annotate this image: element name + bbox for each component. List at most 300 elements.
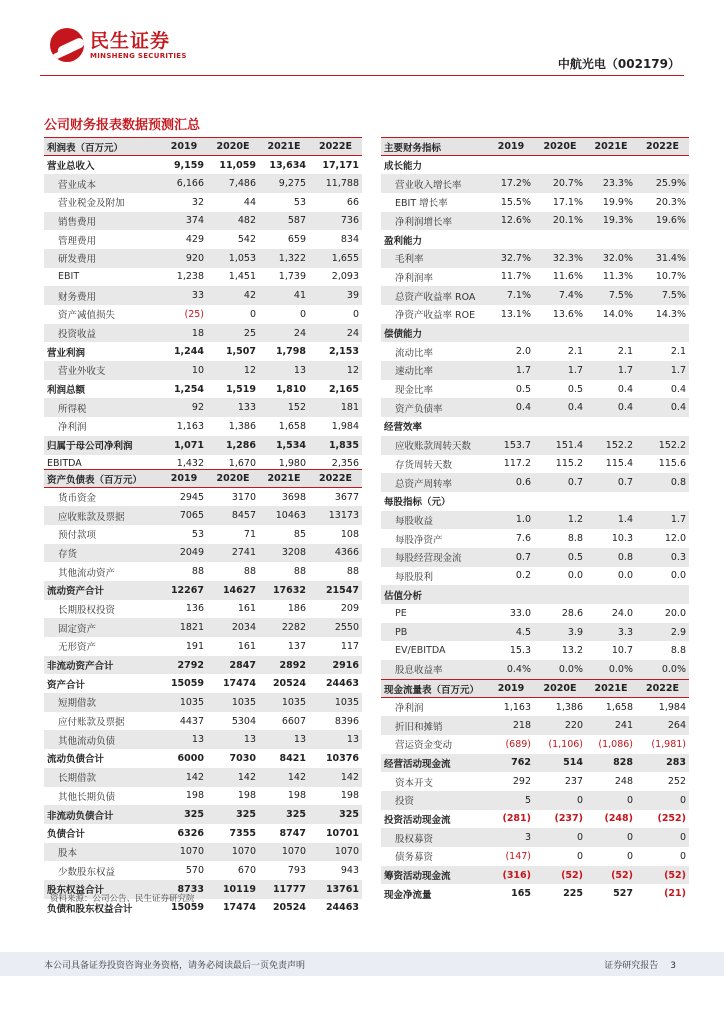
- row-value: 7030: [229, 752, 256, 764]
- row-value: 41: [259, 286, 309, 305]
- row-value: (52): [636, 866, 689, 885]
- row-label: 成长能力: [384, 161, 423, 173]
- table-row: [44, 824, 362, 843]
- row-value: 1.0: [488, 511, 534, 530]
- row-value: 15059: [170, 902, 204, 914]
- row-value: 11.7%: [500, 271, 531, 283]
- row-value: (252): [657, 813, 686, 825]
- table-row: [381, 398, 689, 417]
- table-row: [44, 342, 362, 361]
- table-row: [44, 730, 362, 749]
- row-value: 429: [185, 234, 204, 246]
- row-value: 0.4: [488, 398, 534, 417]
- row-value: 6000: [177, 752, 204, 764]
- row-value: [586, 230, 636, 249]
- row-label: 投资收益: [44, 324, 161, 343]
- income-statement-table: [44, 137, 362, 473]
- row-label: 归属于母公司净利润: [44, 436, 161, 455]
- row-value: 17632: [259, 581, 309, 600]
- row-value: 1070: [259, 843, 309, 862]
- row-value: 1,053: [207, 249, 259, 268]
- company-name: 中航光电（002179）: [557, 57, 680, 71]
- row-value: [488, 417, 534, 436]
- row-value: 44: [243, 196, 256, 208]
- column-header: 2022E: [636, 138, 689, 156]
- row-value: 828: [586, 754, 636, 773]
- row-value: 2.0: [515, 346, 531, 358]
- row-value: 13: [309, 730, 362, 749]
- table-row: [381, 660, 689, 679]
- row-value: 0: [636, 791, 689, 810]
- row-label: 财务费用: [44, 286, 161, 305]
- table-title: 利润表（百万元）: [44, 138, 161, 156]
- row-value: 1,658: [605, 701, 633, 713]
- page-number: 3: [670, 961, 676, 971]
- row-label: 总资产收益率 ROA: [381, 286, 488, 305]
- row-value: 115.6: [658, 458, 686, 470]
- row-label: 每股净资产: [395, 534, 443, 546]
- row-label: 负债和股东权益合计: [47, 903, 133, 915]
- row-value: 6326: [177, 827, 204, 839]
- table-row: [44, 361, 362, 380]
- row-value: 736: [309, 212, 362, 231]
- row-label: 其他流动负债: [44, 730, 161, 749]
- row-value: 31.4%: [636, 249, 689, 268]
- row-value: 1,451: [228, 271, 256, 283]
- row-label: 每股指标（元）: [384, 497, 451, 509]
- table-row: [44, 417, 362, 436]
- column-header: 2020E: [534, 680, 586, 698]
- table-row: [381, 828, 689, 847]
- row-value: 21547: [309, 581, 362, 600]
- row-label: 无形资产: [58, 642, 97, 654]
- row-value: 1,835: [309, 436, 362, 455]
- table-row: [381, 866, 689, 885]
- row-value: 17474: [222, 678, 256, 690]
- row-value: 1,739: [278, 271, 306, 283]
- row-value: [636, 417, 689, 436]
- header-row: [381, 680, 689, 698]
- row-value: 8457: [207, 506, 259, 525]
- report-type: 证券研究报告: [604, 961, 659, 971]
- row-label: EBITDA: [47, 458, 82, 470]
- row-value: (248): [604, 813, 633, 825]
- row-value: 10.7%: [655, 271, 686, 283]
- row-label: 经营效率: [384, 422, 423, 434]
- row-value: 0.0: [670, 570, 686, 582]
- row-value: 3170: [231, 491, 256, 503]
- row-value: 33: [161, 286, 207, 305]
- row-value: 28.6: [561, 607, 583, 619]
- row-label: 营业成本: [44, 174, 161, 193]
- row-value: 25: [207, 324, 259, 343]
- row-value: 248: [614, 776, 633, 788]
- row-value: 7065: [161, 506, 207, 525]
- table-row: [44, 843, 362, 862]
- table-row: [44, 749, 362, 768]
- row-value: 2741: [207, 544, 259, 563]
- row-value: 0.4%: [488, 660, 534, 679]
- row-value: [586, 324, 636, 343]
- column-header: 2021E: [586, 680, 636, 698]
- table-title: 主要财务指标: [381, 138, 488, 156]
- table-row: [381, 567, 689, 586]
- row-value: 198: [287, 790, 306, 802]
- row-label: 非流动负债合计: [44, 805, 161, 824]
- table-row: [381, 380, 689, 399]
- row-value: 1,254: [173, 383, 204, 395]
- row-value: 15.5%: [500, 196, 531, 208]
- table-row: [44, 268, 362, 287]
- row-value: 1,658: [278, 420, 306, 432]
- table-row: [44, 174, 362, 193]
- row-label: 研发费用: [44, 249, 161, 268]
- row-value: 0.7: [488, 548, 534, 567]
- row-value: [636, 492, 689, 511]
- page-header: [0, 0, 724, 80]
- table-row: [381, 791, 689, 810]
- row-value: [488, 585, 534, 604]
- row-value: (21): [664, 888, 686, 900]
- table-row: [44, 193, 362, 212]
- row-label: 营业外收支: [44, 361, 161, 380]
- row-value: 186: [287, 603, 306, 615]
- row-value: 2.1: [617, 346, 633, 358]
- row-value: 2282: [259, 618, 309, 637]
- row-value: 1070: [207, 843, 259, 862]
- row-value: 1,386: [555, 701, 583, 713]
- row-value: 0: [679, 850, 686, 862]
- table-row: [44, 581, 362, 600]
- row-value: 2.9: [636, 623, 689, 642]
- row-value: 13.1%: [500, 308, 531, 320]
- row-value: 237: [564, 776, 583, 788]
- row-value: 8421: [279, 752, 306, 764]
- row-value: 10.7: [611, 645, 633, 657]
- row-value: 2550: [309, 618, 362, 637]
- row-value: 14.3%: [655, 308, 686, 320]
- column-header: 2021E: [259, 138, 309, 156]
- row-value: 33.0: [509, 607, 531, 619]
- row-value: 10.3: [611, 533, 633, 545]
- row-value: 133: [207, 398, 259, 417]
- row-value: [488, 230, 534, 249]
- row-value: 10119: [207, 880, 259, 899]
- row-label: 短期借款: [44, 693, 161, 712]
- row-label: 债务募资: [395, 852, 434, 864]
- row-value: 1,519: [225, 383, 256, 395]
- column-header: 2019: [161, 470, 207, 488]
- row-value: 108: [340, 528, 359, 540]
- row-value: 8396: [334, 715, 359, 727]
- row-label: 净利润增长率: [381, 212, 488, 231]
- row-value: 527: [613, 888, 633, 900]
- row-value: 17.2%: [488, 174, 534, 193]
- row-label: 流动比率: [395, 347, 434, 359]
- row-label: 净利润: [395, 703, 424, 715]
- row-value: 15059: [170, 678, 204, 690]
- row-label: 盈利能力: [384, 235, 423, 247]
- row-value: 42: [207, 286, 259, 305]
- row-value: 0.4: [617, 383, 633, 395]
- table-row: [44, 156, 362, 175]
- row-value: (1,086): [598, 738, 633, 750]
- row-value: 161: [237, 603, 256, 615]
- row-value: 2.1: [567, 346, 583, 358]
- row-label: 净利润率: [395, 272, 434, 284]
- table-row: [44, 787, 362, 806]
- row-value: 12.6%: [488, 212, 534, 231]
- row-value: 25.9%: [636, 174, 689, 193]
- row-value: 20.3%: [655, 196, 686, 208]
- row-value: 24: [309, 324, 362, 343]
- table-row: [381, 268, 689, 287]
- row-value: 0.8: [586, 548, 636, 567]
- column-header: 2020E: [207, 470, 259, 488]
- row-value: 1,163: [503, 701, 531, 713]
- row-value: (1,106): [548, 738, 583, 750]
- row-value: 115.2: [555, 458, 583, 470]
- row-value: 153.7: [488, 436, 534, 455]
- row-value: 142: [309, 768, 362, 787]
- row-value: 659: [287, 234, 306, 246]
- row-value: 0.0%: [586, 660, 636, 679]
- row-value: 10: [161, 361, 207, 380]
- row-value: 4366: [309, 544, 362, 563]
- row-value: 2792: [161, 656, 207, 675]
- row-label: 存货: [44, 544, 161, 563]
- page-footer: [0, 952, 724, 976]
- row-label: 预付款项: [58, 530, 97, 542]
- row-value: 0.8: [636, 473, 689, 492]
- table-row: [44, 674, 362, 693]
- row-value: 1,980: [278, 458, 306, 470]
- footer-right: [604, 958, 676, 971]
- row-label: 应收账款周转天数: [381, 436, 488, 455]
- row-value: 3.9: [534, 623, 586, 642]
- row-label: 存货周转天数: [395, 459, 453, 471]
- row-value: 1,244: [173, 346, 204, 358]
- table-row: [44, 805, 362, 824]
- row-value: 66: [346, 196, 359, 208]
- row-value: 13: [259, 730, 309, 749]
- row-value: 325: [207, 805, 259, 824]
- row-label: 折旧和摊销: [381, 716, 488, 735]
- column-header: 2020E: [534, 138, 586, 156]
- table-row: [44, 398, 362, 417]
- table-row: [44, 436, 362, 455]
- row-value: 1,984: [658, 701, 686, 713]
- row-value: 0.5: [534, 548, 586, 567]
- row-value: 7.6: [515, 533, 531, 545]
- table-row: [381, 754, 689, 773]
- row-value: 1,798: [275, 346, 306, 358]
- row-value: 220: [534, 716, 586, 735]
- row-label: 非流动资产合计: [44, 656, 161, 675]
- row-value: 1,071: [161, 436, 207, 455]
- row-value: 570: [185, 865, 204, 877]
- row-label: 其他长期负债: [58, 791, 116, 803]
- row-value: 8747: [279, 827, 306, 839]
- row-value: 0.4: [586, 398, 636, 417]
- table-row: [381, 361, 689, 380]
- row-value: 2847: [207, 656, 259, 675]
- table-row: [44, 286, 362, 305]
- row-label: 投资活动现金流: [384, 814, 451, 826]
- row-value: 24: [259, 324, 309, 343]
- row-value: 264: [636, 716, 689, 735]
- row-label: 速动比率: [381, 361, 488, 380]
- row-value: 2916: [309, 656, 362, 675]
- row-value: 2,165: [328, 383, 359, 395]
- row-value: 115.4: [605, 458, 633, 470]
- table-row: [44, 562, 362, 581]
- row-label: 应付账款及票据: [58, 717, 125, 729]
- row-value: 0.4: [670, 383, 686, 395]
- row-value: 1,507: [225, 346, 256, 358]
- row-value: 88: [243, 566, 256, 578]
- row-value: 1035: [161, 693, 207, 712]
- row-value: 1035: [207, 693, 259, 712]
- logo-en: MINSHENG SECURITIES: [90, 51, 187, 60]
- row-value: 9,159: [173, 159, 204, 171]
- row-value: 0.5: [515, 383, 531, 395]
- table-row: [381, 156, 689, 175]
- row-value: 2034: [207, 618, 259, 637]
- table-row: [381, 174, 689, 193]
- row-value: 88: [346, 566, 359, 578]
- row-value: 4437: [179, 715, 204, 727]
- row-value: 325: [161, 805, 207, 824]
- row-value: 17474: [222, 902, 256, 914]
- row-value: 152.2: [636, 436, 689, 455]
- table-row: [44, 637, 362, 656]
- disclaimer: 本公司具备证券投资咨询业务资格，请务必阅读最后一页免责声明: [44, 961, 306, 971]
- balance-sheet-table: [44, 469, 362, 917]
- row-label: 资产合计: [47, 679, 86, 691]
- row-value: 136: [185, 603, 204, 615]
- row-value: 12267: [161, 581, 207, 600]
- row-value: 1.7: [534, 361, 586, 380]
- row-value: 1,534: [259, 436, 309, 455]
- row-value: 283: [636, 754, 689, 773]
- row-label: 每股股利: [395, 571, 434, 583]
- row-value: 8.8: [670, 645, 686, 657]
- row-label: 毛利率: [381, 249, 488, 268]
- table-row: [44, 544, 362, 563]
- row-value: [534, 585, 586, 604]
- row-value: 32: [191, 196, 204, 208]
- row-value: (52): [534, 866, 586, 885]
- row-value: 1.4: [586, 511, 636, 530]
- row-value: 1,238: [176, 271, 204, 283]
- row-value: 587: [259, 212, 309, 231]
- row-value: 0: [576, 850, 583, 862]
- row-value: 152: [259, 398, 309, 417]
- row-value: [488, 156, 534, 175]
- row-value: [636, 230, 689, 249]
- row-value: 19.6%: [636, 212, 689, 231]
- row-value: 0: [249, 308, 256, 320]
- row-value: 85: [293, 528, 306, 540]
- table-title: 资产负债表（百万元）: [44, 470, 161, 488]
- table-row: [381, 511, 689, 530]
- minsheng-logo: [50, 28, 187, 62]
- row-value: 13.2: [561, 645, 583, 657]
- logo-icon: [50, 28, 84, 62]
- row-value: 142: [259, 768, 309, 787]
- row-value: 13,634: [269, 159, 306, 171]
- table-row: [44, 600, 362, 619]
- row-value: 15.3: [509, 645, 531, 657]
- row-label: EV/EBITDA: [395, 645, 446, 657]
- row-label: 资产减值损失: [58, 310, 116, 322]
- row-value: (237): [554, 813, 583, 825]
- table-row: [381, 884, 689, 903]
- row-value: 0: [626, 850, 633, 862]
- row-label: 资本开支: [395, 777, 434, 789]
- row-label: 营业利润: [47, 347, 86, 359]
- row-label: 资产负债率: [381, 398, 488, 417]
- row-value: 0.2: [515, 570, 531, 582]
- row-value: 2892: [259, 656, 309, 675]
- row-value: 6,166: [161, 174, 207, 193]
- column-header: 2022E: [309, 470, 362, 488]
- row-label: 营业税金及附加: [58, 198, 125, 210]
- row-value: 0.0%: [534, 660, 586, 679]
- row-value: 0.0%: [636, 660, 689, 679]
- row-value: (316): [488, 866, 534, 885]
- column-header: 2019: [488, 138, 534, 156]
- row-value: 142: [207, 768, 259, 787]
- row-label: 总资产周转率: [381, 473, 488, 492]
- row-value: 19.9%: [602, 196, 633, 208]
- row-value: 0.3: [636, 548, 689, 567]
- row-value: 1.7: [636, 511, 689, 530]
- data-source: 资料来源：公司公告、民生证券研究院: [50, 894, 195, 904]
- row-value: 6607: [281, 715, 306, 727]
- row-label: 现金比率: [395, 385, 434, 397]
- row-label: 现金净流量: [384, 889, 432, 901]
- table-row: [44, 768, 362, 787]
- row-value: (689): [505, 738, 531, 750]
- row-value: 165: [511, 888, 531, 900]
- row-label: 利润总额: [47, 385, 86, 397]
- row-value: 24463: [325, 678, 359, 690]
- row-value: 17,171: [322, 159, 359, 171]
- row-value: 181: [309, 398, 362, 417]
- row-value: 2.1: [670, 346, 686, 358]
- row-value: 1035: [259, 693, 309, 712]
- table-row: [381, 417, 689, 436]
- row-label: 货币资金: [58, 493, 97, 505]
- row-value: 20.0: [664, 607, 686, 619]
- row-value: 13761: [309, 880, 362, 899]
- row-value: 11.3%: [602, 271, 633, 283]
- row-label: 其他流动资产: [58, 567, 116, 579]
- table-row: [44, 212, 362, 231]
- table-row: [381, 847, 689, 866]
- row-value: 7.5%: [586, 286, 636, 305]
- table-title: 现金流量表（百万元）: [381, 680, 488, 698]
- table-row: [44, 525, 362, 544]
- financial-ratios-table: [381, 137, 689, 679]
- row-value: 8733: [161, 880, 207, 899]
- row-value: [534, 230, 586, 249]
- row-value: 5: [488, 791, 534, 810]
- row-value: (147): [505, 850, 531, 862]
- row-value: 13: [207, 730, 259, 749]
